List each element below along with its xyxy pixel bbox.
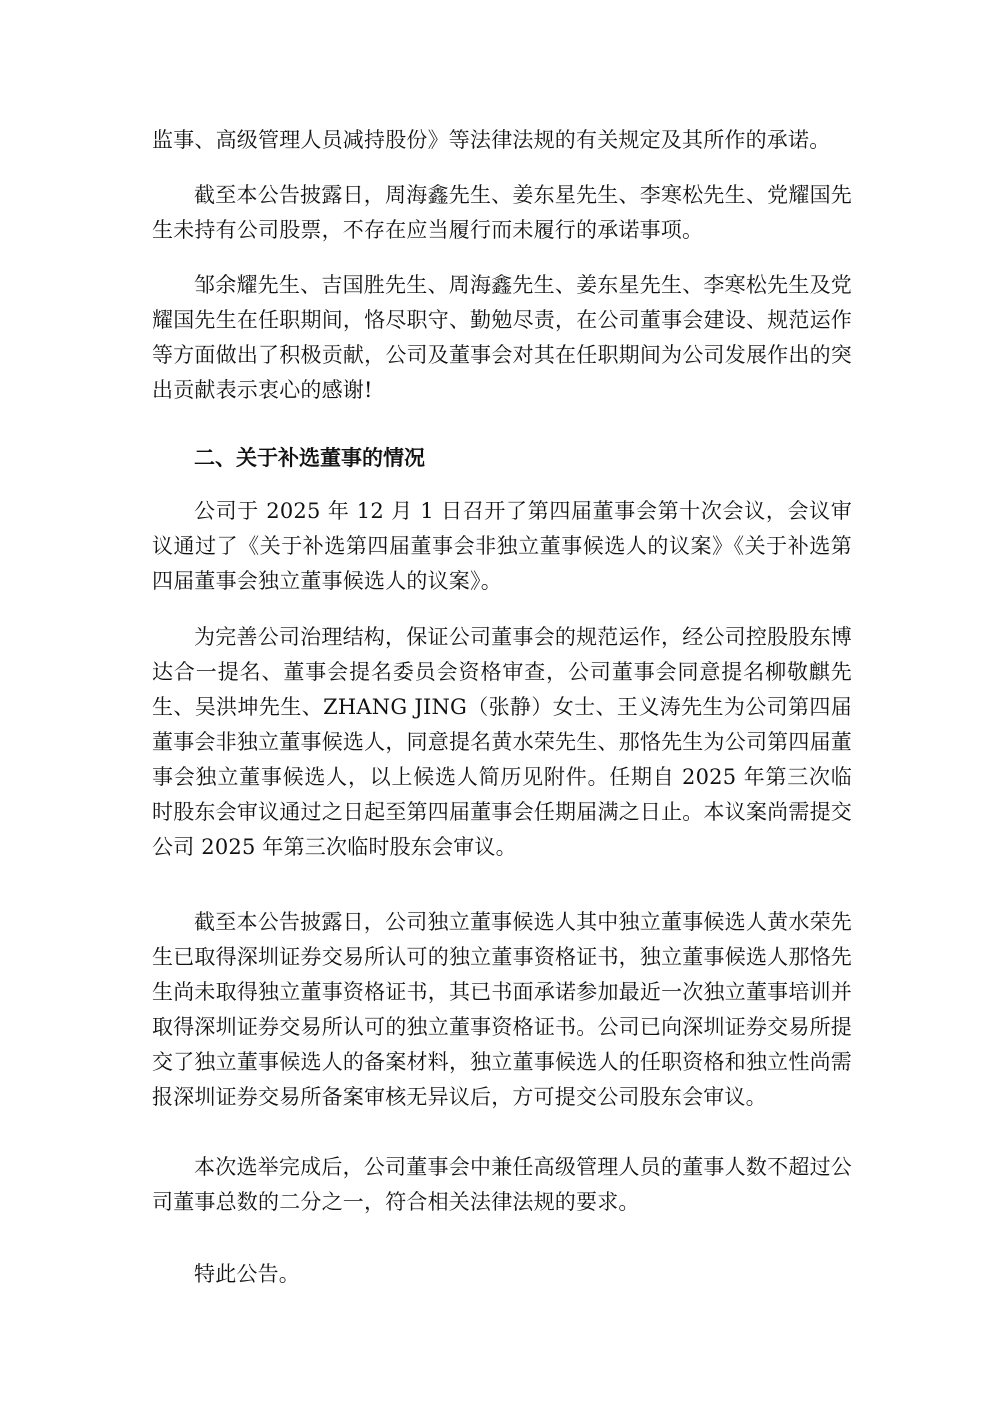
paragraph-shareholding-status: 截至本公告披露日，周海鑫先生、姜东星先生、李寒松先生、党耀国先生未持有公司股票，不存在应当履行而未履行的承诺事项。: [152, 183, 852, 242]
paragraph-composition: 本次选举完成后，公司董事会中兼任高级管理人员的董事人数不超过公司董事总数的二分之一，符合相关法律法规的要求。: [152, 1155, 852, 1214]
paragraph-continuation: 监事、高级管理人员减持股份》等法律法规的有关规定及其所作的承诺。: [152, 128, 831, 152]
section-heading: 二、关于补选董事的情况: [194, 445, 425, 470]
paragraph-board-meeting: 公司于 2025 年 12 月 1 日召开了第四届董事会第十次会议，会议审议通过了《关于补选第四届董事会非独立董事候选人的议案》《关于补选第四届董事会独立董事候选人的议案》。: [152, 499, 852, 593]
paragraph-qualification: 截至本公告披露日，公司独立董事候选人其中独立董事候选人黄水荣先生已取得深圳证券交易所认可的独立董事资格证书，独立董事候选人那恪先生尚未取得独立董事资格证书，其已书面承诺参加最近一次独立董事培训并取得深圳证券交易所认可的独立董事资格证书。公司已向深圳证券交易所提交了独立董事候选人的备案材料，独立董事候选人的任职资格和独立性尚需报深圳证券交易所备案审核无异议后，方可提交公司股东会审议。: [152, 910, 852, 1109]
paragraph-closing: 特此公告。: [194, 1262, 300, 1286]
paragraph-nominations: 为完善公司治理结构，保证公司董事会的规范运作，经公司控股股东博达合一提名、董事会提名委员会资格审查，公司董事会同意提名柳敬麒先生、吴洪坤先生、ZHANG JING（张静）女士、王义涛先生为公司第四届董事会非独立董事候选人，同意提名黄水荣先生、那恪先生为公司第四届董事会独立董事候选人，以上候选人简历见附件。任期自 2025 年第三次临时股东会审议通过之日起至第四届董事会任期届满之日止。本议案尚需提交公司 2025 年第三次临时股东会审议。: [152, 625, 852, 859]
paragraph-acknowledgement: 邹余耀先生、吉国胜先生、周海鑫先生、姜东星先生、李寒松先生及党耀国先生在任职期间，恪尽职守、勤勉尽责，在公司董事会建设、规范运作等方面做出了积极贡献，公司及董事会对其在任职期间为公司发展作出的突出贡献表示衷心的感谢!: [152, 273, 852, 402]
